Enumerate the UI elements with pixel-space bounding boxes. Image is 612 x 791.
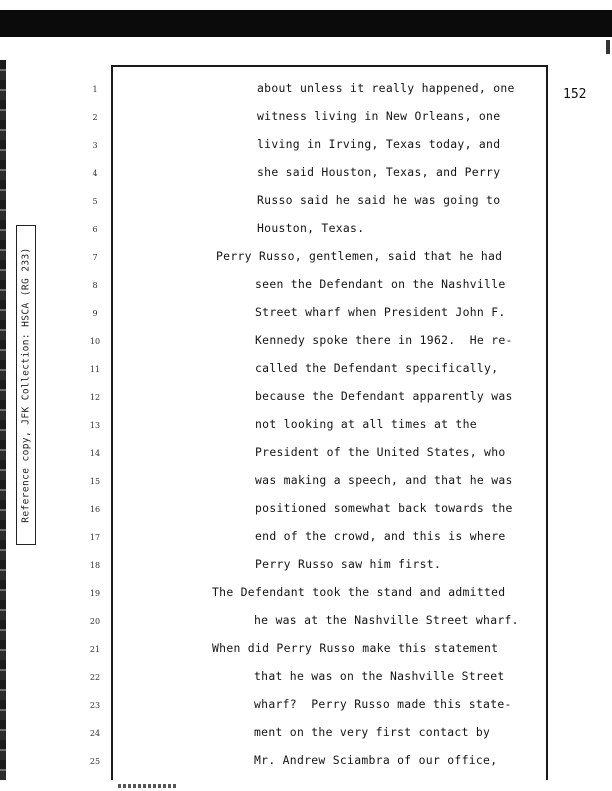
line-number: 14 xyxy=(89,449,101,458)
transcript-line: living in Irving, Texas today, and xyxy=(257,137,501,151)
line-number: 5 xyxy=(92,197,98,206)
line-number: 18 xyxy=(89,561,101,570)
line-number: 17 xyxy=(89,533,101,542)
transcript-line: not looking at all times at the xyxy=(255,417,477,431)
transcript-line: called the Defendant specifically, xyxy=(255,361,499,375)
line-number: 8 xyxy=(92,281,98,290)
page-number: 152 xyxy=(563,87,587,102)
transcript-line: end of the crowd, and this is where xyxy=(255,529,506,543)
line-number: 2 xyxy=(92,113,98,122)
transcript-line: Mr. Andrew Sciambra of our office, xyxy=(254,753,498,767)
transcript-line: wharf? Perry Russo made this state- xyxy=(254,697,512,711)
transcript-line: that he was on the Nashville Street xyxy=(254,669,505,683)
line-number: 20 xyxy=(89,617,101,626)
transcript-line: she said Houston, Texas, and Perry xyxy=(257,165,501,179)
archive-stamp-text: Reference copy, JFK Collection: HSCA (RG 233) xyxy=(20,247,32,523)
transcript-line: The Defendant took the stand and admitted xyxy=(212,585,506,599)
transcript-line: seen the Defendant on the Nashville xyxy=(255,277,506,291)
scan-speck xyxy=(606,40,610,54)
line-number: 3 xyxy=(92,141,98,150)
transcript-line: Street wharf when President John F. xyxy=(255,305,506,319)
transcript-line: Perry Russo saw him first. xyxy=(255,557,442,571)
line-number: 11 xyxy=(89,365,101,374)
scan-bottom-scrap xyxy=(118,784,178,788)
line-number: 25 xyxy=(89,757,101,766)
line-number: 15 xyxy=(89,477,101,486)
line-number: 23 xyxy=(89,701,101,710)
transcript-line: positioned somewhat back towards the xyxy=(255,501,513,515)
transcript-line: When did Perry Russo make this statement xyxy=(212,641,499,655)
transcript-line: he was at the Nashville Street wharf. xyxy=(254,613,519,627)
transcript-line: about unless it really happened, one xyxy=(257,81,515,95)
line-number: 16 xyxy=(89,505,101,514)
scan-left-edge xyxy=(0,60,6,780)
scan-top-bar xyxy=(0,10,612,37)
line-number: 6 xyxy=(92,225,98,234)
line-number: 13 xyxy=(89,421,101,430)
transcript-line: Russo said he said he was going to xyxy=(257,193,501,207)
line-number: 4 xyxy=(92,169,98,178)
line-number: 21 xyxy=(89,645,101,654)
line-number: 7 xyxy=(92,253,98,262)
transcript-line: because the Defendant apparently was xyxy=(255,389,513,403)
transcript-line: ment on the very first contact by xyxy=(254,725,491,739)
line-number: 12 xyxy=(89,393,101,402)
line-number: 24 xyxy=(89,729,101,738)
transcript-line: witness living in New Orleans, one xyxy=(257,109,501,123)
line-number: 22 xyxy=(89,673,101,682)
transcript-line: Perry Russo, gentlemen, said that he had xyxy=(216,249,503,263)
transcript-line: Houston, Texas. xyxy=(257,221,365,235)
transcript-line: President of the United States, who xyxy=(255,445,506,459)
transcript-line: was making a speech, and that he was xyxy=(255,473,513,487)
line-number: 10 xyxy=(89,337,101,346)
scan-top-gap xyxy=(0,37,612,40)
transcript-line: Kennedy spoke there in 1962. He re- xyxy=(255,333,513,347)
line-number: 1 xyxy=(92,85,98,94)
line-number: 9 xyxy=(92,309,98,318)
line-number: 19 xyxy=(89,589,101,598)
